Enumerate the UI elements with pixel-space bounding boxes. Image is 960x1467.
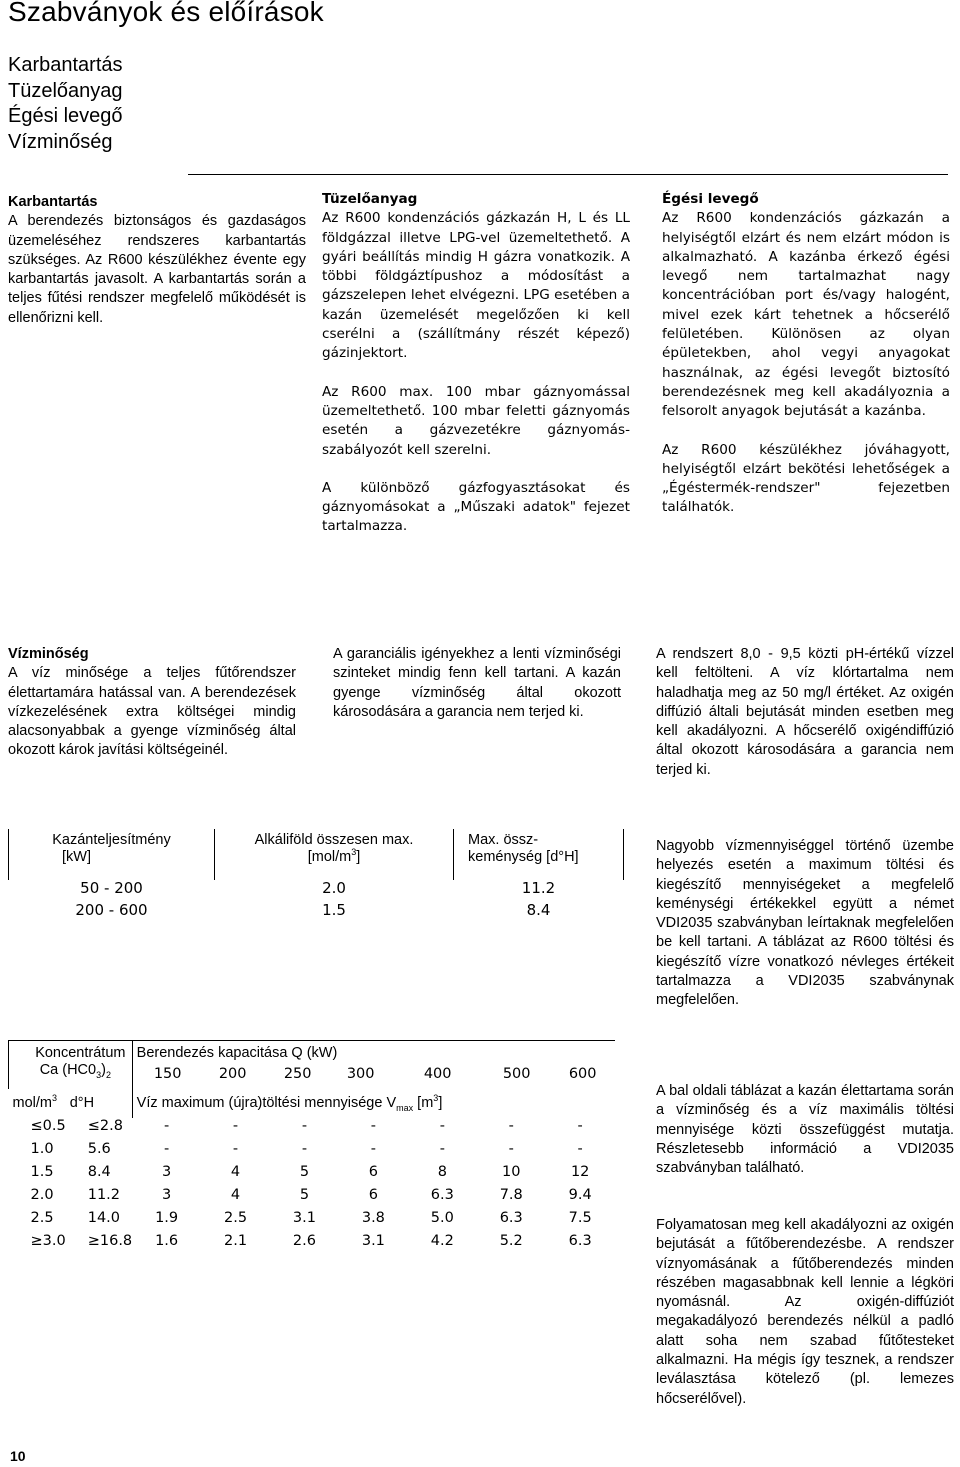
table-cell: 9.4	[568, 1187, 592, 1203]
table-cell: 2.0	[30, 1187, 54, 1203]
table-cell: -	[370, 1141, 376, 1157]
table-header-cell: Alkáliföld összesen max. $[mol/m^3]$	[215, 829, 454, 880]
section-vizminoseg-garancia	[333, 645, 621, 722]
table-cell: 2.5	[30, 1210, 54, 1226]
table-cell: 3	[162, 1187, 172, 1203]
table-cell: 2.5	[224, 1210, 248, 1226]
table-cell: 5	[299, 1187, 310, 1203]
table-cell: 5.6	[87, 1141, 111, 1157]
notes-vdi2035	[656, 837, 954, 1011]
section-heading: Vízminőség	[8, 646, 89, 662]
section-vizminoseg-ph	[656, 645, 954, 780]
table-cell: 1.6	[155, 1233, 179, 1249]
section-text: Folyamatosan meg kell akadályozni az oxigén bejutását a fűtőberendezésbe. A rendszer víznyomásának a fűtőberendezés minden részében magasabbnak kell lennie a légköri nyomásnál. Az oxigén-diffúziót megakadályozó berendezés nélkül a padló alatt soha nem szabad fűtőtesteket alkalmazni. Ha mégis így tesznek, a rendszer leválasztása kötelező (pl. lemezes hőcserélővel).	[656, 1217, 954, 1407]
table-cell: 8.4	[526, 901, 551, 919]
table-cell: 6.3	[499, 1210, 523, 1226]
table-row	[9, 902, 624, 924]
table-cell: 8	[437, 1164, 447, 1180]
section-divider	[188, 174, 948, 175]
section-text: A garanciális igényekhez a lenti vízminőségi szinteket mindig fenn kell tartani. A kazán gyenge vízminőség által okozott károsodására a garancia nem terjed ki.	[333, 646, 621, 720]
fill-volume-table	[8, 1040, 615, 1256]
table-cell: -	[577, 1141, 583, 1157]
table-cell: 8.4	[87, 1164, 111, 1180]
table-cell: -	[439, 1141, 445, 1157]
table-cell: 3	[162, 1164, 172, 1180]
table-cell: 5	[299, 1164, 310, 1180]
table-row	[9, 1118, 615, 1141]
section-karbantartas	[8, 193, 306, 328]
table-cell: 5.2	[499, 1233, 523, 1249]
table-cell: -	[508, 1118, 514, 1134]
table-cell: ≤0.5	[30, 1118, 66, 1134]
table-cell: 3.1	[292, 1210, 316, 1226]
table-cell: 7.8	[499, 1187, 523, 1203]
table-cell: 6.3	[568, 1233, 592, 1249]
table-row	[9, 1210, 615, 1233]
table-row	[9, 880, 624, 902]
table-cell: ≥16.8	[87, 1233, 133, 1249]
table-cell: 4	[230, 1187, 241, 1203]
section-text: A bal oldali táblázat a kazán élettartama során a vízminőség és a víz maximális töltési mennyisége közti összefüggést mutatja. Részletesebb információ a VDI2035 szabványban található.	[656, 1083, 954, 1177]
table-cell: 6.3	[430, 1187, 454, 1203]
section-text: Az R600 készülékhez jóváhagyott, helyiségtől elzárt bekötési lehetőségek a „Égéstermék-rendszer" fejezetben találhatók.	[662, 441, 950, 516]
table-cell: -	[301, 1118, 308, 1134]
table-row	[9, 1187, 615, 1210]
section-heading: Karbantartás	[8, 194, 98, 210]
section-text: Nagyobb vízmennyiséggel történő üzembe helyezés esetén a maximum töltési és kiegészítő mennyiségeket a megfelelő keménységi értékekkel együtt a német VDI2035 szabványban leírtaknak megfelelően be kell tartani. A táblázat az R600 töltési és kiegészítő vízre vonatkozó névleges értékeit tartalmazza a VDI2035 szabványnak megfelelően.	[656, 838, 954, 1009]
table-cell: 12	[570, 1164, 590, 1180]
table-cell: 14.0	[87, 1210, 121, 1226]
table-cell: 3.8	[361, 1210, 385, 1226]
table-cell: 1.9	[155, 1210, 179, 1226]
table-cell: 11.2	[87, 1187, 121, 1203]
table-cell: 6	[368, 1164, 378, 1180]
section-text: Az R600 kondenzációs gázkazán a helyiségtől elzárt és nem elzárt módon is alkalmazható. A kazánba érkező égési levegő nem tartalmazhat nagy koncentrációban port és/vagy halogént, mivel ezek kárt tehetnek a hőcserélő felületében. Különösen az olyan épületekben, ahol vegyi anyagokat használnak, az égési levegőt biztosító berendezésnek meg kell akadályoznia a felsorolt anyagok bejutását a kazánba.	[662, 210, 950, 420]
table-row	[9, 1164, 615, 1187]
table-cell: -	[577, 1118, 583, 1134]
table-header-cell: Max. össz- keménység [d°H]	[454, 829, 624, 880]
table-cell: 3.1	[361, 1233, 385, 1249]
section-vizminoseg	[8, 645, 296, 761]
capacity-value: 300	[346, 1066, 375, 1082]
toc-item[interactable]: Vízminőség	[8, 130, 113, 153]
hardness-table	[8, 829, 624, 924]
table-of-contents	[8, 53, 123, 155]
unit-dh: d°H	[66, 1089, 132, 1118]
table-cell: 1.0	[30, 1141, 54, 1157]
table-cell: -	[508, 1141, 514, 1157]
table-cell: ≤2.8	[87, 1118, 123, 1134]
table-cell: 200 - 600	[75, 901, 148, 919]
table-row	[9, 1233, 615, 1256]
capacity-header: Berendezés kapacitása Q (kW) 150 200 250 300 400 500 600	[132, 1041, 615, 1090]
table-cell: -	[301, 1141, 308, 1157]
table-cell: 10	[502, 1164, 521, 1180]
table-cell: ≥3.0	[30, 1233, 66, 1249]
concentrate-header: Koncentrátum Ca $(HC0_3)_2$	[9, 1041, 133, 1090]
table-cell: 2.0	[322, 879, 346, 897]
capacity-value: 250	[283, 1066, 312, 1082]
toc-item[interactable]: Karbantartás	[8, 54, 123, 76]
capacity-value: 400	[423, 1066, 452, 1082]
capacity-value: 600	[568, 1066, 597, 1082]
section-egesi-levego	[662, 190, 950, 518]
table-cell: 2.6	[292, 1233, 316, 1249]
section-text: A rendszert 8,0 - 9,5 közti pH-értékű vízzel kell feltölteni. A víz klórtartalma nem haladhatja meg az 50 mg/l értéket. Az oxigén diffúzió általi bejutását minden esetben meg kell akadályozni. A hőcserélő oxigéndiffúzió által okozott károsodására a garancia nem terjed ki.	[656, 646, 954, 778]
section-heading: Tüzelőanyag	[322, 191, 418, 207]
table-cell: 1.5	[30, 1164, 54, 1180]
section-text: Az R600 max. 100 mbar gáznyomással üzemeltethető. 100 mbar feletti gáznyomás esetén a gázvezetékre gáznyomás-szabályozót kell szerelni.	[322, 383, 630, 458]
section-text: Az R600 kondenzációs gázkazán H, L és LL földgázzal illetve LPG-vel üzemeltethető. A gyári beállítás mindig H gázra vonatkozik. A többi földgáztípushoz a módosítást a gázszelepen lehet elvégezni. LPG esetében a kazán üzemelését megelőzően ki kell cserélni a (szállítmány részét képező) gázinjektort.	[322, 210, 630, 362]
table-cell: 50 - 200	[80, 879, 143, 897]
toc-item[interactable]: Tüzelőanyag	[8, 79, 123, 102]
capacity-value: 200	[218, 1066, 247, 1082]
table-cell: 1.5	[322, 901, 346, 919]
table-cell: 7.5	[568, 1210, 592, 1226]
section-text: A víz minősége a teljes fűtőrendszer élettartamára hatással van. A berendezések vízkezelésének extra költségei mindig alacsonyabbak a gyenge vízminőség által okozott károk javítási költségeinél.	[8, 665, 296, 759]
table-cell: 5.0	[430, 1210, 454, 1226]
table-cell: -	[164, 1118, 170, 1134]
notes-table-explanation	[656, 1082, 954, 1178]
notes-oxygen	[656, 1216, 954, 1409]
table-cell: -	[370, 1118, 376, 1134]
section-tuzeloanyag	[322, 190, 630, 537]
unit-mol: mol/$m^3$	[12, 1093, 57, 1111]
table-cell: -	[164, 1141, 170, 1157]
table-header-cell: Kazánteljesítmény [kW]	[9, 829, 215, 880]
section-text: A különböző gázfogyasztásokat és gáznyomásokat a „Műszaki adatok" fejezet tartalmazza.	[322, 479, 630, 535]
table-cell: 6	[368, 1187, 378, 1203]
table-cell: -	[439, 1118, 445, 1134]
section-text: A berendezés biztonságos és gazdaságos üzemeléséhez rendszeres karbantartás szükséges. Az R600 készülékhez évente egy karbantartás javasolt. A karbantartás során a teljes fűtési rendszer megfelelő működését is ellenőrizni kell.	[8, 213, 306, 326]
table-cell: -	[232, 1141, 239, 1157]
capacity-value: 500	[502, 1066, 531, 1082]
page-title: Szabványok és előírások	[8, 0, 324, 27]
table-cell: 2.1	[224, 1233, 248, 1249]
page-number: 10	[10, 1448, 26, 1464]
table-cell: -	[232, 1118, 239, 1134]
table-cell: 11.2	[521, 879, 556, 897]
table-cell: 4	[230, 1164, 241, 1180]
table-row	[9, 1141, 615, 1164]
section-heading: Égési levegő	[662, 191, 759, 207]
vmax-header: Víz maximum (újra)töltési mennyisége $V_{max}$ $[m^3]$	[136, 1093, 443, 1113]
toc-item[interactable]: Égési levegő	[8, 105, 123, 127]
capacity-value: 150	[153, 1066, 182, 1082]
table-cell: 4.2	[430, 1233, 454, 1249]
